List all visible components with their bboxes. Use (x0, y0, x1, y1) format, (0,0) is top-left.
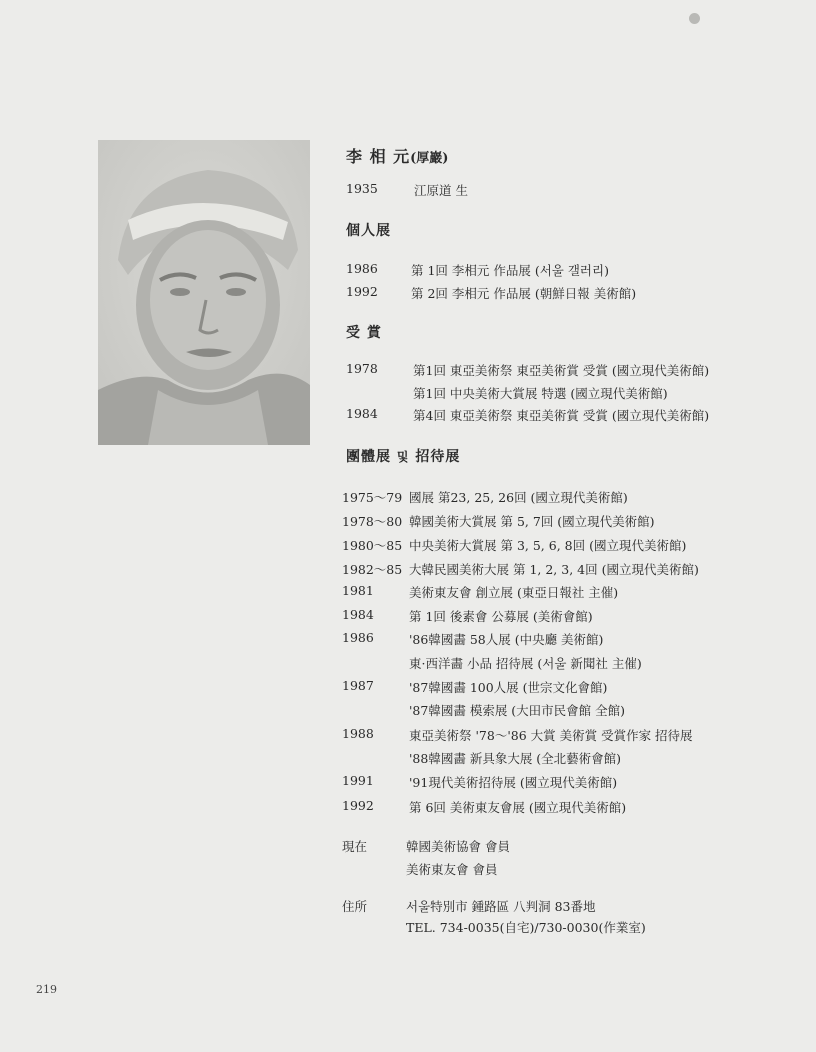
item-year: 1981 (342, 583, 374, 598)
item-text: '87韓國畵 模索展 (大田市民會館 全館) (409, 703, 626, 718)
item-year: 1987 (342, 678, 374, 693)
item-text: 韓國美術大賞展 第 5, 7回 (國立現代美術館) (409, 514, 655, 529)
item-year: 1984 (342, 607, 374, 622)
scan-speck (689, 13, 700, 24)
item-year: 1986 (346, 261, 378, 276)
item-year: 1980〜85 (342, 538, 403, 553)
item-year: 1984 (346, 406, 378, 421)
address-line: 서울特別市 鍾路區 八判洞 83番地 (406, 899, 596, 914)
item-text: '87韓國畵 100人展 (世宗文化會館) (409, 680, 608, 695)
group-heading-start: 團體展 (346, 449, 391, 465)
item-year: 1991 (342, 773, 374, 788)
item-year: 1992 (342, 798, 374, 813)
group-heading (346, 446, 460, 466)
item-text: 第 6回 美術東友會展 (國立現代美術館) (409, 800, 627, 815)
item-text: 中央美術大賞展 第 3, 5, 6, 8回 (國立現代美術館) (409, 538, 687, 553)
awards-heading: 受 賞 (346, 325, 382, 341)
item-text: 大韓民國美術大展 第 1, 2, 3, 4回 (國立現代美術館) (409, 562, 699, 577)
item-text: 美術東友會 創立展 (東亞日報社 主催) (409, 585, 619, 600)
item-year: 1975〜79 (342, 490, 403, 505)
group-heading-mid: 및 (396, 450, 410, 464)
birth-place: 江原道 生 (414, 183, 468, 198)
item-text: 第1回 東亞美術祭 東亞美術賞 受賞 (國立現代美術館) (413, 363, 710, 378)
portrait-icon (98, 140, 310, 445)
item-text: 第1回 中央美術大賞展 特選 (國立現代美術館) (413, 386, 668, 401)
birth-year: 1935 (346, 181, 378, 196)
item-text: '86韓國畵 58人展 (中央廳 美術館) (409, 632, 604, 647)
item-year: 1978〜80 (342, 514, 403, 529)
group-heading-end: 招待展 (415, 449, 461, 465)
item-year: 1978 (346, 361, 378, 376)
item-year: 1992 (346, 284, 378, 299)
current-line: 韓國美術協會 會員 (406, 839, 510, 854)
current-label: 現在 (342, 839, 368, 854)
birth-info (346, 181, 468, 198)
item-year: 1986 (342, 630, 374, 645)
item-year: 1982〜85 (342, 562, 403, 577)
current-line: 美術東友會 會員 (406, 862, 498, 877)
artist-portrait-photo (98, 140, 310, 445)
artist-name-text: 李 相 元 (346, 147, 411, 166)
item-text: 第4回 東亞美術祭 東亞美術賞 受賞 (國立現代美術館) (413, 408, 710, 423)
item-text: 東亞美術祭 '78〜'86 大賞 美術賞 受賞作家 招待展 (409, 728, 693, 743)
item-text: 第 1回 後素會 公募展 (美術會館) (409, 609, 593, 624)
address-phone: TEL. 734-0035(自宅)/730-0030(作業室) (406, 920, 646, 935)
page-number: 219 (36, 983, 57, 996)
artist-alias: (厚巖) (410, 151, 449, 166)
address-label: 住所 (342, 899, 368, 914)
item-text: '88韓國畵 新具象大展 (全北藝術會館) (409, 751, 622, 766)
item-text: 東·西洋畵 小品 招待展 (서울 新聞社 主催) (409, 656, 642, 671)
item-text: 國展 第23, 25, 26回 (國立現代美術館) (409, 490, 628, 505)
item-year: 1988 (342, 726, 374, 741)
solo-heading: 個人展 (346, 223, 391, 239)
item-text: 第 1回 李相元 作品展 (서울 갤러리) (411, 263, 609, 278)
item-text: '91現代美術招待展 (國立現代美術館) (409, 775, 618, 790)
artist-name (346, 144, 448, 167)
item-text: 第 2回 李相元 作品展 (朝鮮日報 美術館) (411, 286, 637, 301)
